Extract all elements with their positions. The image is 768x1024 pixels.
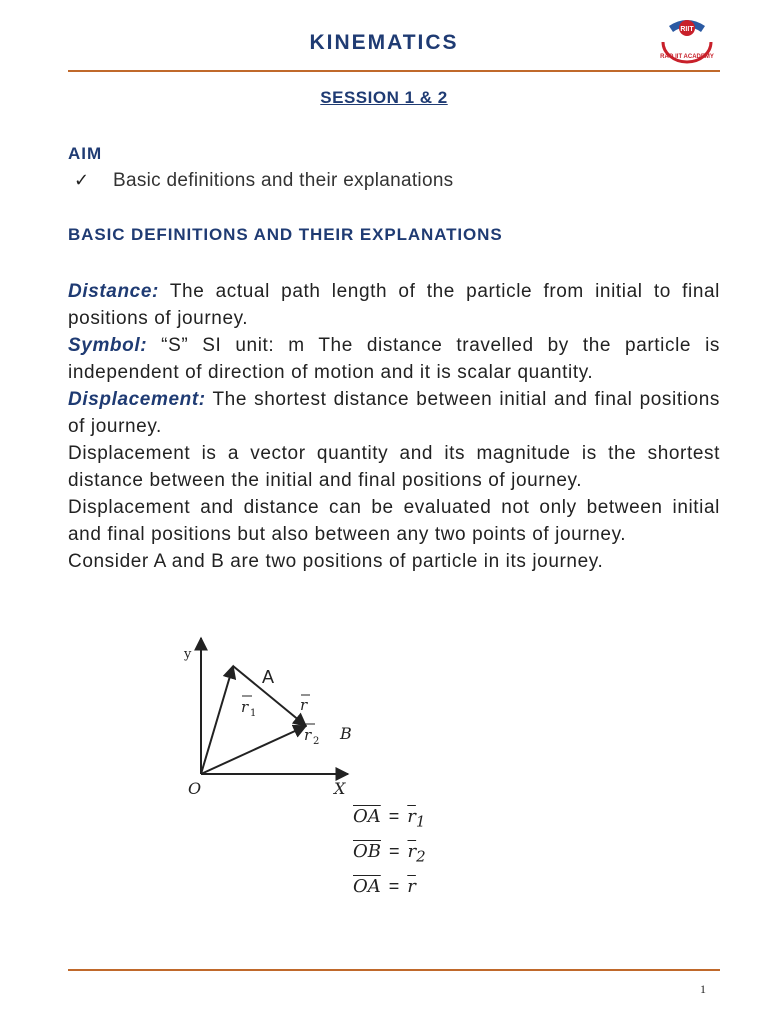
symbol-text: “S” SI unit: m The distance travelled by the particle is independent of direction of motion and it is scalar quantity. bbox=[68, 335, 720, 383]
paragraph-3: Consider A and B are two positions of particle in its journey. bbox=[68, 551, 604, 572]
symbol-term: Symbol: bbox=[68, 335, 148, 356]
r1-subscript: 1 bbox=[250, 708, 257, 719]
footer-rule bbox=[68, 969, 720, 971]
y-axis-label: y bbox=[184, 647, 192, 662]
r1-label: r bbox=[241, 698, 249, 716]
vector-oa bbox=[201, 666, 233, 774]
displacement-text: The shortest distance between initial and final positions of journey. bbox=[68, 389, 720, 437]
symbol-paragraph bbox=[68, 332, 720, 386]
page-number: 1 bbox=[700, 982, 706, 996]
equation-oa-r: $\overline{OA} = \overline{r}$ bbox=[353, 876, 416, 897]
aim-item: Basic definitions and their explanations bbox=[113, 170, 454, 191]
distance-term: Distance: bbox=[68, 281, 159, 302]
point-b-label: B bbox=[340, 724, 352, 743]
vector-ob bbox=[201, 726, 306, 774]
checkmark-icon: ✓ bbox=[74, 170, 90, 190]
equation-oa-r1: $\overline{OA} = \overline{r}_1$ bbox=[353, 806, 426, 831]
distance-text: The actual path length of the particle from initial to final positions of journey. bbox=[68, 281, 720, 329]
session-heading: SESSION 1 & 2 bbox=[320, 88, 448, 107]
point-a-label: A bbox=[262, 667, 275, 687]
origin-label: O bbox=[188, 779, 202, 798]
vector-diagram bbox=[170, 628, 390, 803]
distance-paragraph bbox=[68, 278, 720, 332]
displacement-term: Displacement: bbox=[68, 389, 206, 410]
institute-logo bbox=[655, 12, 719, 64]
page-title: KINEMATICS bbox=[309, 31, 459, 54]
header-rule bbox=[68, 70, 720, 72]
body-text bbox=[68, 278, 720, 575]
section-heading: BASIC DEFINITIONS AND THEIR EXPLANATIONS bbox=[68, 225, 503, 244]
displacement-paragraph bbox=[68, 386, 720, 440]
x-axis-label: X bbox=[334, 779, 346, 798]
r2-label: r bbox=[304, 726, 312, 744]
paragraph-1: Displacement is a vector quantity and its magnitude is the shortest distance between the initial and final positions of journey. bbox=[68, 443, 720, 491]
logo-text: RIIT bbox=[680, 26, 694, 33]
paragraph-2: Displacement and distance can be evaluated not only between initial and final positions but also between any two points of journey. bbox=[68, 497, 720, 545]
r2-subscript: 2 bbox=[313, 736, 320, 747]
r-label: r bbox=[300, 696, 308, 714]
aim-label: AIM bbox=[68, 144, 103, 163]
logo-arc-text: RAO IIT ACADEMY bbox=[660, 54, 714, 60]
equation-ob-r2: $\overline{OB} = \overline{r}_2$ bbox=[353, 841, 426, 866]
